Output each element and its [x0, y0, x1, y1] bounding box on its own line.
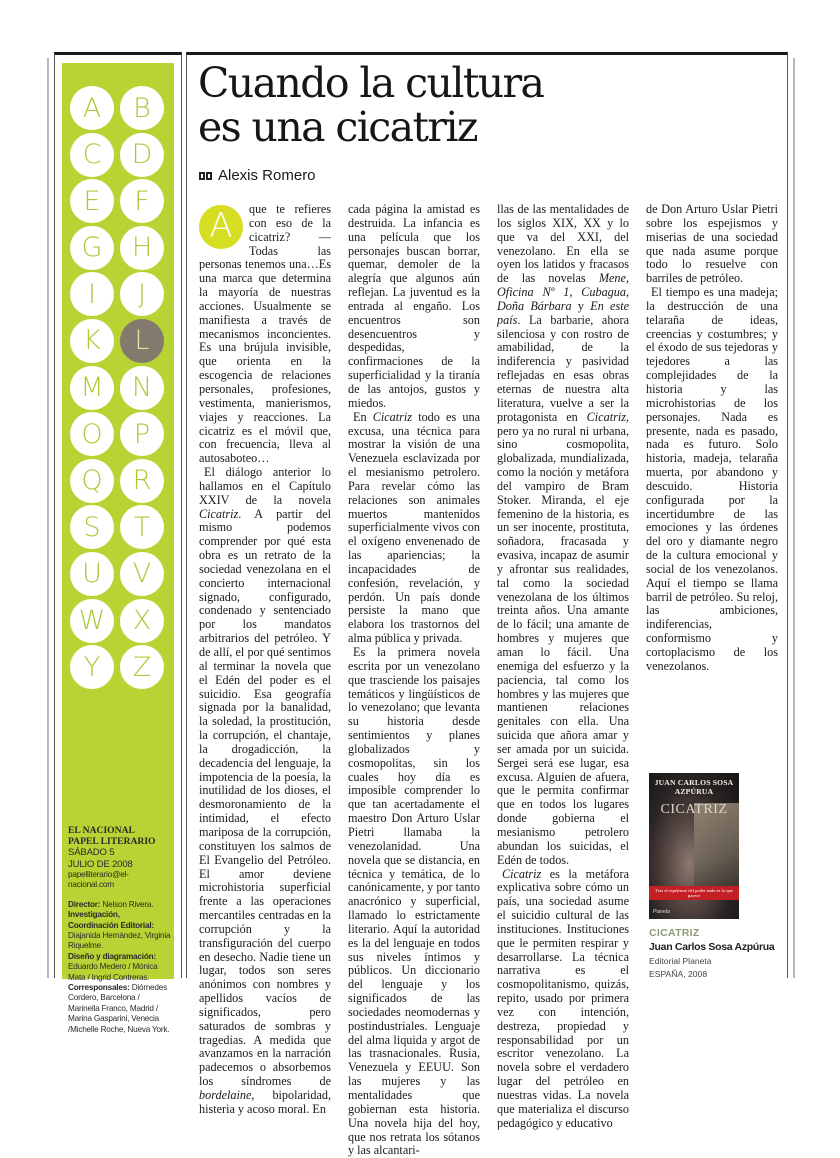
paragraph-text: . A partir del mismo podemos comprender por qué esta obra es un retrato de la sociedad venezolana en el concierto internacional signado, configurado, condenado y sentenciado por los mandatos arbitrarios del petróleo. Y de allí, el por qué sentimos al terminar la novela que el Edén del poder es el suicidio. Esa geografía signada por la banalidad, la soledad, la prostitución, la corrupción, el chantaje, la drogadicción, la decadencia del lenguaje, la impotencia de la poesía, la inutilidad de los dioses, el desmoronamiento de la intimidad, el efecto mariposa de la corrupción, constituyen los salmos de El Evangelio del Petróleo. El amor deviene microhistoria superficial frente a las operaciones mercantiles centradas en la corrupción y la transfiguración del cuerpo en desecho. Nadie tiene un lugar, todos son seres anónimos con nombres y apellidos vacíos de significados, pero saturados de sombras y tragedias. A medida que avanzamos en la narración padecemos o absorbemos los síndromes de [199, 506, 331, 1089]
credit-role: Director: [68, 899, 101, 909]
headline-line-1: Cuando la cultura [198, 59, 544, 107]
letter-index-b[interactable]: B [120, 86, 164, 130]
credit-names: Diajanida Hernández, Virginia Riquelme. [68, 931, 171, 951]
cover-title: CICATRIZ [660, 802, 728, 818]
paragraph-text: El tiempo es una madeja; la destrucción de una telaraña de ideas, creencias y costumbres; y el éxodo de sus tejedoras y tejedores a las complejidades de la historia y las microhistorias de los personajes. Nada es presente, nada es pasado, nada es futuro. Solo historia, madeja, telaraña muerta, por abandono y descuido. Historia configurada por la incertidumbre de las emociones y las órdenes del oro y diamante negro de la cultura emocional y social de los venezolanos. Aquí el tiempo se llama barril de petróleo. Su reloj, las ambiciones, indiferencias, conformismo y cortoplacismo de los venezolanos. [646, 285, 778, 673]
paragraph-text: todo es una excusa, una técnica para mostrar la visión de una Venezuela esclavizada por el mesianismo petrolero. Para revelar cómo las relaciones son animales muertos mantenidos superficialmente vivos con el oxígeno envenenado de las apariencias; la incapacidades de confesión, revelación, y perdón. Un país donde persiste la mano que elabora los trastornos del alma pública y privada. [348, 409, 480, 646]
credit-entry [68, 910, 172, 952]
credit-role: Investigación, Coordinación Editorial: [68, 910, 154, 930]
issue-day: SÁBADO 5 [68, 847, 115, 858]
section-name: PAPEL LITERARIO [68, 836, 156, 847]
letter-index-g[interactable]: G [70, 226, 114, 270]
cover-tagline: Tras el espejismo del poder nada es lo que parece [649, 886, 739, 900]
letter-index-j[interactable]: J [120, 272, 164, 316]
article-paragraph [497, 868, 629, 1131]
article-paragraph [199, 466, 331, 1117]
article-paragraph [348, 646, 480, 1158]
cover-author: JUAN CARLOS SOSA AZPÚRUA [654, 778, 734, 796]
issue-date: JULIO DE 2008 [68, 858, 133, 870]
article-paragraph [348, 203, 480, 411]
paragraph-text: Es la primera novela escrita por un venezolano que trasciende los paisajes temáticos y lingüísticos de lo venezolano; que levanta su historia desde sentimientos y planes globalizados y cosmopolitas, sin los cuales hoy día es imposible comprender lo que tan acertadamente el maestro Don Arturo Uslar Pietri llamaba la venezolanidad. Una novela que se distancia, en técnica y temática, de lo canónicamente, y por tanto anacrónico y superficial, llamado lo estrictamente literario. Aquí la autoridad es la del lenguaje en todos sus niveles íntimos y públicos. Un diccionario del lenguaje y los significados de las sociedades neomodernas y postindustriales. Lenguaje del alma liquida y argot de las trasnacionales. Rusia, Venezuela y EEUU. Son las mujeres y las mentalidades que gobiernan esta historia. Una novela hija del hoy, que nos retrata los sótanos y las alcantari- [348, 645, 480, 1158]
letter-index-d[interactable]: D [120, 133, 164, 177]
article-paragraph [497, 203, 629, 868]
credit-role: Corresponsales: [68, 983, 130, 993]
sidebar [54, 52, 182, 1034]
letter-index-u[interactable]: U [70, 552, 114, 596]
letter-index-y[interactable]: Y [70, 645, 114, 689]
paragraph-text: , pero ya no rural ni urbana, sino cosmopolita, globalizada, mundializada, como la noción y metáfora del vampiro de Bram Stoker. Miranda, el eje femenino de la historia, es un ser inocente, prostituta, soñadora, fracasada y evasiva, incapaz de asumir y afrontar sus realidades, tal como la sociedad venezolana de los últimos treinta años. Una amante de lo fácil; una amante de hombres y mujeres que aman lo fácil. Una enemiga del esfuerzo y la paciencia, tal como los hombres y las mujeres que mantienen relaciones genitales con ella. Una suicida que añora amar y ser amada por un suicida. Sergei será ese lugar, esa excusa. Alguien de afuera, que le permita confirmar que en todos los lugares donde gobierna el mesianismo petrolero abundan los suicidas, el Edén de todos. [497, 409, 629, 867]
italic-text: Mene, Oficina Nº 1, Cubagua, Doña Bárbara [497, 271, 629, 313]
article-paragraph [646, 286, 778, 674]
publication-name: EL NACIONAL [68, 825, 135, 836]
letter-index-l[interactable]: L [120, 319, 164, 363]
headline-line-2: es una cicatriz [198, 103, 477, 151]
article-paragraph [348, 411, 480, 646]
article-headline [198, 61, 543, 149]
page-rule-right [793, 58, 795, 978]
italic-text: Cicatriz [372, 409, 413, 424]
letter-index-c[interactable]: C [70, 133, 114, 177]
letter-index-r[interactable]: R [120, 459, 164, 503]
letter-index-q[interactable]: Q [70, 459, 114, 503]
caption-title: CICATRIZ [649, 927, 700, 939]
article [186, 52, 788, 1158]
author-icon [199, 172, 212, 180]
letter-index-w[interactable]: W [70, 599, 114, 643]
paragraph-text: es la metáfora explicativa sobre cómo un país, una sociedad asume el suicidio cultural de las instituciones. Instituciones que le permiten respirar y desarrollarse. La técnica narrativa es el cosmopolitanismo, quizás, repito, usado por primera vez con intención, destreza, propiedad y responsabilidad por un escritor venezolano. La novela sobre el verdadero lugar del petróleo en nuestras vidas. La novela que materializa el discurso pedagógico y educativo [497, 866, 629, 1130]
letter-index-f[interactable]: F [120, 179, 164, 223]
paragraph-text: que te refieres con eso de la cicatriz? —Todas las personas tenemos una…Es una marca que determina la mayoría de nuestras acciones. Usualmente se manifiesta a través de mecanismos inconcientes. Es una brújula invisible, que orienta en la escogencia de relaciones personales, profesiones, vestimenta, manierismos, viajes y reacciones. La cicatriz es el móvil que, con frecuencia, lleva al autosaboteo… [199, 202, 331, 466]
byline [199, 167, 316, 184]
italic-text: En este país [497, 298, 630, 327]
credit-names: Diómedes Cordero, Barcelona / Marinella Franco, Madrid / Marina Gasparini, Venecia /Michelle Roche, Nueva York. [68, 983, 170, 1034]
paragraph-text: El diálogo anterior lo hallamos en el Capítulo XXIV de la novela [199, 465, 331, 507]
paragraph-text: y [571, 298, 591, 313]
drop-cap: A [199, 205, 243, 249]
contact-email[interactable]: papelliterario@el-nacional.com [68, 870, 129, 890]
letter-index-p[interactable]: P [120, 412, 164, 456]
article-column-2 [348, 203, 480, 1158]
letter-index-v[interactable]: V [120, 552, 164, 596]
letter-index-o[interactable]: O [70, 412, 114, 456]
sidebar-panel [62, 63, 174, 1034]
letter-index-z[interactable]: Z [120, 645, 164, 689]
credit-list [68, 900, 172, 1035]
article-paragraph [646, 203, 778, 286]
letter-index-m[interactable]: M [70, 366, 114, 410]
letter-index-s[interactable]: S [70, 505, 114, 549]
masthead-credits [68, 825, 172, 1035]
caption-author: Juan Carlos Sosa Azpúrua [649, 941, 775, 953]
page-rule-left [47, 58, 49, 978]
paragraph-text: de Don Arturo Uslar Pietri sobre los espejismos y miserias de una sociedad que nada asume porque todo lo resuelve con barriles de petróleo. [646, 202, 778, 286]
caption-publisher: Editorial Planeta [649, 956, 712, 966]
author-name: Alexis Romero [218, 167, 316, 184]
cover-publisher-logo: Planeta [653, 909, 670, 915]
article-column-3 [497, 203, 629, 1131]
italic-text: Cicatriz [199, 506, 239, 521]
paragraph-text: . La barbarie, ahora silenciosa y con rostro de amabilidad, de la indiferencia y pasividad reflejadas en esas obras eternas de nuestra alta literatura, vuelve a ser la protagonista en [497, 312, 629, 424]
letter-index-n[interactable]: N [120, 366, 164, 410]
book-caption [649, 927, 789, 979]
italic-text: bordelaine [199, 1088, 252, 1102]
letter-index-e[interactable]: E [70, 179, 114, 223]
letter-index-i[interactable]: I [70, 272, 114, 316]
credit-entry [68, 900, 172, 910]
article-column-4 [646, 203, 778, 674]
letter-index-a[interactable]: A [70, 86, 114, 130]
letter-index-k[interactable]: K [70, 319, 114, 363]
paragraph-text: En [353, 409, 373, 424]
credit-entry [68, 952, 172, 983]
credit-role: Diseño y diagramación: [68, 951, 156, 961]
paragraph-text: cada página la amistad es destruida. La infancia es una película que los personajes buscan borrar, quemar, demoler de la alegría que algunos aún reflejan. La juventud es la entrada al engaño. Los encuentros son desencuentros y despedidas, confirmaciones de la superficialidad y la tiranía de las antojos, gustos y miedos. [348, 202, 480, 410]
paragraph-text: llas de las mentalidades de los siglos XIX, XX y lo que va del XXI, del venezolano. En ella se oyen los latidos y fracasos de las novelas [497, 202, 629, 286]
italic-text: Cicatriz [502, 866, 542, 881]
paragraph-text: , bipolaridad, histeria y acoso moral. En [199, 1088, 331, 1116]
letter-index-x[interactable]: X [120, 599, 164, 643]
credit-entry [68, 983, 172, 1035]
book-cover-image [649, 773, 739, 919]
letter-index-t[interactable]: T [120, 505, 164, 549]
credit-names: Nelson Rivera. [100, 899, 154, 909]
alphabet-index [70, 86, 166, 692]
article-column-1 [199, 203, 331, 1117]
letter-index-h[interactable]: H [120, 226, 164, 270]
italic-text: Cicatriz [586, 409, 626, 424]
credit-names: Eduardo Medero / Mónica Mata / Ingrid Contreras. [68, 962, 158, 982]
caption-place-year: ESPAÑA, 2008 [649, 969, 708, 979]
